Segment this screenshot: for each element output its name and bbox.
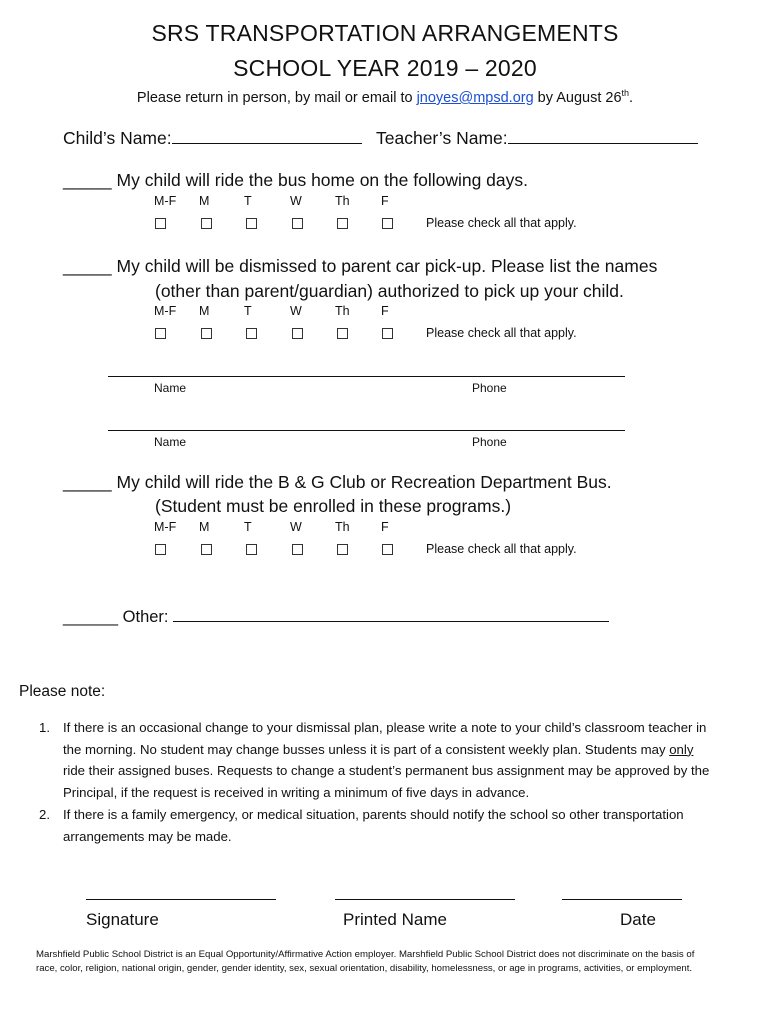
note-1-line-c: ride their assigned buses. Requests to change a student’s permanent bus assignment may be approved by the: [63, 763, 710, 779]
option-bus: [63, 170, 528, 191]
footer-notice: [36, 948, 756, 976]
club-checkbox-mf[interactable]: [155, 544, 166, 555]
return-sup: th: [621, 88, 630, 98]
option-club-line2: (Student must be enrolled in these programs.): [155, 496, 512, 516]
club-checkbox-f[interactable]: [382, 544, 393, 555]
printed-name-line[interactable]: [335, 899, 515, 900]
day-label-w: W: [290, 304, 302, 318]
note-2-number: 2.: [39, 807, 50, 822]
notes-heading: Please note:: [19, 683, 106, 700]
printed-name-label: Printed Name: [343, 910, 447, 929]
teacher-name-row: [376, 128, 698, 149]
option-car-blank[interactable]: _____: [63, 256, 112, 276]
note-1-line-b: [63, 739, 763, 761]
bus-checkbox-mf[interactable]: [155, 218, 166, 229]
return-prefix: Please return in person, by mail or email to: [136, 89, 417, 106]
club-checkbox-w[interactable]: [292, 544, 303, 555]
bus-checkbox-th[interactable]: [337, 218, 348, 229]
option-other-field[interactable]: [173, 606, 609, 622]
option-club: [63, 472, 612, 493]
option-other: [63, 606, 609, 627]
day-label-th: Th: [335, 194, 350, 208]
bus-check-note: Please check all that apply.: [426, 216, 577, 230]
note-1-line-d: Principal, if the request is received in writing a minimum of five days in advance.: [63, 784, 530, 800]
pickup-phone-label-2: Phone: [472, 435, 507, 449]
return-end: .: [629, 89, 634, 106]
note-1: [63, 717, 763, 803]
option-bus-text: My child will ride the bus home on the following days.: [116, 170, 529, 190]
club-checkbox-t[interactable]: [246, 544, 257, 555]
note-1-emphasis: only: [669, 741, 694, 757]
option-car-line1: My child will be dismissed to parent car pick-up. Please list the names: [116, 256, 658, 276]
note-2: [63, 804, 763, 847]
teacher-name-field[interactable]: [508, 128, 698, 144]
car-day-labels: [0, 304, 770, 320]
option-club-line1: My child will ride the B & G Club or Recreation Department Bus.: [116, 472, 612, 492]
day-label-mf: M-F: [154, 520, 177, 534]
day-label-th: Th: [335, 304, 350, 318]
return-instructions: [0, 88, 770, 106]
day-label-th: Th: [335, 520, 350, 534]
car-check-note: Please check all that apply.: [426, 326, 577, 340]
car-checkbox-f[interactable]: [382, 328, 393, 339]
bus-day-labels: [0, 194, 770, 210]
pickup-phone-label-1: Phone: [472, 381, 507, 395]
option-club-blank[interactable]: _____: [63, 472, 112, 492]
form-title-line2: SCHOOL YEAR 2019 – 2020: [233, 55, 537, 81]
child-name-label: Child’s Name:: [63, 128, 172, 148]
teacher-name-label: Teacher’s Name:: [376, 128, 508, 148]
day-label-f: F: [381, 194, 389, 208]
signature-line[interactable]: [86, 899, 276, 900]
option-car-line2: (other than parent/guardian) authorized to pick up your child.: [155, 281, 624, 301]
email-link[interactable]: jnoyes@mpsd.org: [416, 89, 534, 106]
car-checkbox-mf[interactable]: [155, 328, 166, 339]
pickup-name-label-2: Name: [154, 435, 187, 449]
day-label-m: M: [199, 520, 210, 534]
day-label-m: M: [199, 304, 210, 318]
bus-checkbox-t[interactable]: [246, 218, 257, 229]
note-2-line-b: arrangements may be made.: [63, 828, 232, 844]
club-checkbox-th[interactable]: [337, 544, 348, 555]
day-label-f: F: [381, 520, 389, 534]
date-label: Date: [620, 910, 656, 929]
day-label-w: W: [290, 194, 302, 208]
footer-line-1: Marshfield Public School District is an Equal Opportunity/Affirmative Action employer. Marshfield Public School District does not discriminate on the basis of: [36, 949, 695, 960]
child-name-row: [63, 128, 362, 149]
car-checkbox-t[interactable]: [246, 328, 257, 339]
day-label-f: F: [381, 304, 389, 318]
note-2-line-a: If there is a family emergency, or medical situation, parents should notify the school so other transportation: [63, 807, 684, 822]
note-1-number: 1.: [39, 720, 50, 735]
date-line[interactable]: [562, 899, 682, 900]
club-check-note: Please check all that apply.: [426, 542, 577, 556]
signature-label: Signature: [86, 910, 159, 929]
option-bus-blank[interactable]: _____: [63, 170, 112, 190]
option-other-blank[interactable]: ______: [63, 608, 119, 626]
option-car: [63, 256, 657, 277]
child-name-field[interactable]: [172, 128, 362, 144]
footer-line-2: race, color, religion, national origin, gender, gender identity, sex, sexual orientation, disability, homelessness, or age in programs, activities, or employment.: [36, 963, 693, 974]
day-label-mf: M-F: [154, 194, 177, 208]
pickup-name-label-1: Name: [154, 381, 187, 395]
note-1-line-a: If there is an occasional change to your dismissal plan, please write a note to your child’s classroom teacher in: [63, 720, 707, 735]
day-label-mf: M-F: [154, 304, 177, 318]
note-1-line-b-text: the morning. No student may change busses unless it is part of a consistent weekly plan. Students may: [63, 741, 670, 757]
car-checkbox-w[interactable]: [292, 328, 303, 339]
bus-checkbox-w[interactable]: [292, 218, 303, 229]
car-checkbox-th[interactable]: [337, 328, 348, 339]
car-checkbox-m[interactable]: [201, 328, 212, 339]
pickup-contact-line-2[interactable]: [108, 430, 625, 431]
pickup-contact-line-1[interactable]: [108, 376, 625, 377]
club-day-labels: [0, 520, 770, 536]
return-suffix: by August 26: [533, 89, 622, 106]
club-checkbox-m[interactable]: [201, 544, 212, 555]
form-title-line1: SRS TRANSPORTATION ARRANGEMENTS: [151, 20, 619, 46]
day-label-t: T: [244, 304, 252, 318]
day-label-w: W: [290, 520, 302, 534]
day-label-m: M: [199, 194, 210, 208]
bus-checkbox-m[interactable]: [201, 218, 212, 229]
option-other-label: Other:: [122, 608, 169, 626]
bus-checkbox-f[interactable]: [382, 218, 393, 229]
day-label-t: T: [244, 520, 252, 534]
day-label-t: T: [244, 194, 252, 208]
